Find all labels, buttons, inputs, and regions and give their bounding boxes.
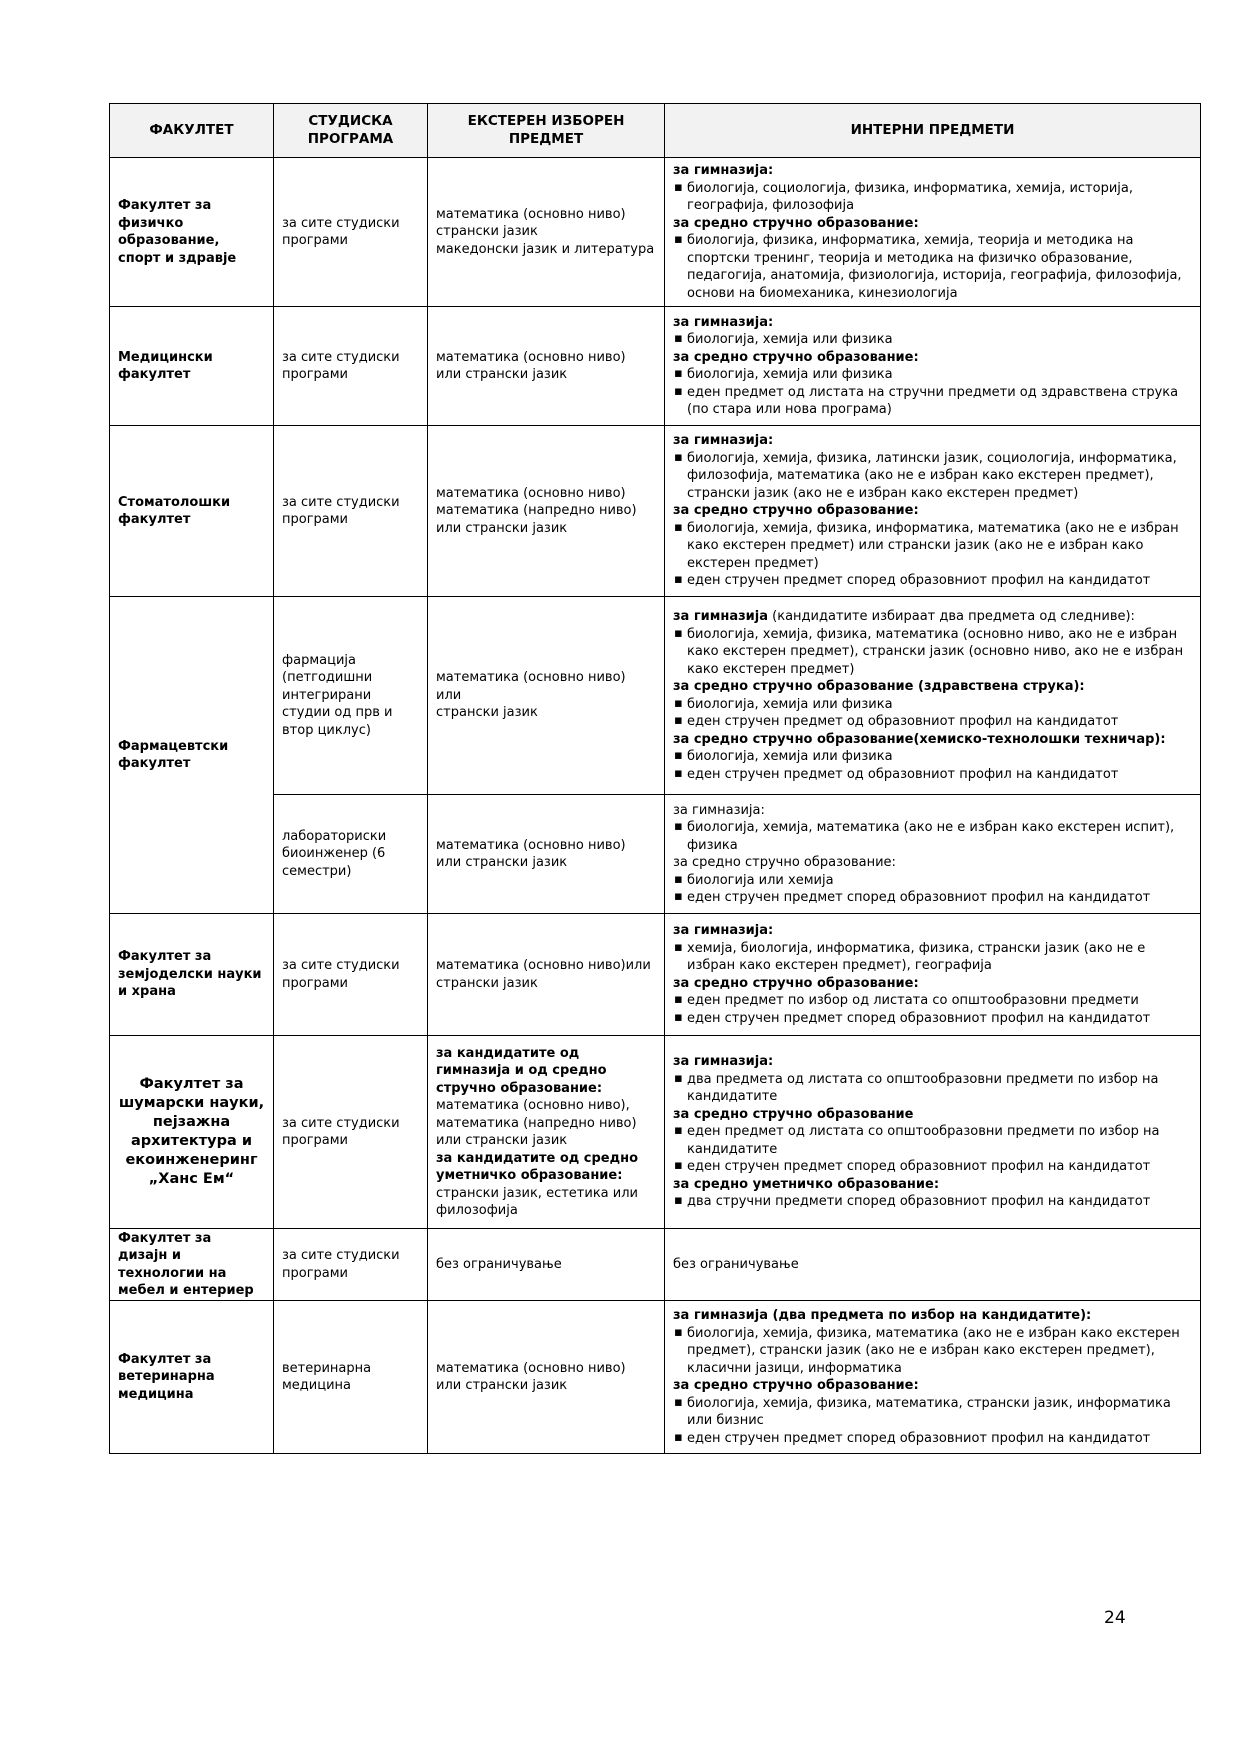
program-cell: фармација (петгодишни интегрирани студии од прв и втор циклус) [274,597,428,795]
faculty-cell: Медицински факултет [110,307,274,426]
table-row [110,1229,1201,1301]
program-cell: за сите студиски програми [274,158,428,307]
faculty-cell: Факултет за дизајн и технологии на мебел и ентериер [110,1229,274,1301]
external-subject-cell: математика (основно ниво) математика (напредно ниво) или странски јазик [428,426,665,597]
subject-text: странски јазик, естетика или филозофија [436,1185,638,1218]
subject-bullet-item: ▪ еден стручен предмет според образовниот профил на кандидатот [673,889,1192,907]
subject-bullet-item: ▪ еден предмет од листата со општообразовни предмети по избор на кандидатите [673,1123,1192,1158]
subject-bullet-item: ▪ биологија, хемија, математика (ако не е избран како екстерен испит), физика [673,819,1192,854]
program-cell: за сите студиски програми [274,914,428,1036]
education-type-heading: за средно стручно образование(хемиско-технолошки техничар): [673,731,1166,747]
faculty-cell: Факултет за физичко образование, спорт и здравје [110,158,274,307]
subject-bullet-item: ▪ еден стручен предмет според образовниот профил на кандидатот [673,1158,1192,1176]
subject-bullet-item: ▪ биологија, хемија или физика [673,366,1192,384]
program-cell: ветеринарна медицина [274,1301,428,1454]
education-type-heading: за средно стручно образование: [673,975,919,991]
program-cell: за сите студиски програми [274,1036,428,1229]
external-subject-cell: математика (основно ниво)или странски јазик [428,914,665,1036]
education-type-heading: за кандидатите од средно уметничко образование: [436,1150,639,1183]
page-number: 24 [1104,1608,1126,1628]
subject-bullet-item: ▪ биологија, хемија или физика [673,696,1192,714]
education-type-heading: за гимназија: [673,1054,774,1070]
table-row [110,597,1201,795]
faculty-cell: Факултет за земјоделски науки и храна [110,914,274,1036]
subject-bullet-item: ▪ еден стручен предмет според образовниот профил на кандидатот [673,572,1192,590]
internal-subjects-cell [665,1036,1201,1229]
internal-subjects-cell [665,307,1201,426]
external-subject-cell: математика (основно ниво) или странски јазик [428,597,665,795]
subject-bullet-item: ▪ биологија, хемија, физика, математика (основно ниво, ако не е избран како екстерен предмет), странски јазик (основно ниво, ако не е избран како екстерен предмет) [673,626,1192,679]
external-subject-cell [428,1036,665,1229]
subject-text: математика (основно ниво), математика (напредно ниво) или странски јазик [436,1098,637,1148]
faculty-cell: Факултет за шумарски науки, пејзажна архитектура и екоинженеринг „Ханс Ем“ [110,1036,274,1229]
external-subject-cell: математика (основно ниво) странски јазик македонски јазик и литература [428,158,665,307]
subject-bullet-item: ▪ еден предмет од листата на стручни предмети од здравствена струка (по стара или нова програма) [673,384,1192,419]
education-type-heading: за средно стручно образование: [673,1378,919,1393]
table-row [110,1036,1201,1229]
subject-bullet-item: ▪ биологија, хемија, физика, латински јазик, социологија, информатика, филозофија, математика (ако не е избран како екстерен предмет), странски јазик (ако не е избран како екстерен предмет) [673,450,1192,503]
education-type-heading: за средно уметничко образование: [673,1176,940,1192]
table-row [110,426,1201,597]
subject-bullet-item: ▪ еден стручен предмет од образовниот профил на кандидатот [673,713,1192,731]
subject-bullet-item: ▪ биологија, социологија, физика, информатика, хемија, историја, географија, филозофија [673,180,1192,215]
faculty-cell: Факултет за ветеринарна медицина [110,1301,274,1454]
external-subject-cell: математика (основно ниво) или странски јазик [428,1301,665,1454]
table-row [110,1301,1201,1454]
program-cell: за сите студиски програми [274,1229,428,1301]
subject-text: за гимназија: [673,802,765,818]
internal-subjects-cell [665,597,1201,795]
faculty-cell: Фармацевтски факултет [110,597,274,914]
table-row [110,914,1201,1036]
internal-subjects-cell [665,1229,1201,1301]
education-type-heading: за средно стручно образование: [673,349,919,365]
subject-bullet-item: ▪ два предмета од листата со општообразовни предмети по избор на кандидатите [673,1071,1192,1106]
external-subject-cell: математика (основно ниво) или странски јазик [428,307,665,426]
external-subject-cell: без ограничување [428,1229,665,1301]
subject-bullet-item: ▪ биологија, хемија или физика [673,331,1192,349]
subject-bullet-item: ▪ еден стручен предмет од образовниот профил на кандидатот [673,766,1192,784]
subject-bullet-item: ▪ биологија, физика, информатика, хемија, теорија и методика на спортски тренинг, теорија и методика на физичко образование, педагогија, анатомија, физиологија, историја, географија, филозофија, основи на биомеханика, кинезиологија [673,232,1192,302]
table-header-row [110,104,1201,158]
subject-text: за средно стручно образование: [673,855,896,870]
education-type-heading: за средно стручно образование: [673,503,919,519]
internal-subjects-cell [665,795,1201,914]
header-external-subject: ЕКСТЕРЕН ИЗБОРЕН ПРЕДМЕТ [428,104,665,158]
internal-subjects-cell [665,158,1201,307]
faculty-cell: Стоматолошки факултет [110,426,274,597]
internal-subjects-cell [665,914,1201,1036]
education-type-heading: за гимназија: [673,314,774,330]
subject-bullet-item: ▪ биологија, хемија, физика, математика (ако не е избран како екстерен предмет), странски јазик (ако не е избран како екстерен предмет), класични јазици, информатика [673,1325,1192,1378]
subject-bullet-item: ▪ биологија, хемија, физика, информатика, математика (ако не е избран како екстерен предмет) или странски јазик (ако не е избран како екстерен предмет) [673,520,1192,573]
subject-bullet-item: ▪ биологија, хемија, физика, математика, странски јазик, информатика или бизнис [673,1395,1192,1430]
header-faculty: ФАКУЛТЕТ [110,104,274,158]
education-type-heading: за средно стручно образование (здравствена струка): [673,679,1085,694]
header-program: СТУДИСКА ПРОГРАМА [274,104,428,158]
internal-subjects-cell [665,1301,1201,1454]
program-cell: за сите студиски програми [274,307,428,426]
subject-bullet-item: ▪ биологија или хемија [673,872,1192,890]
education-type-heading: за кандидатите од гимназија и од средно стручно образование: [436,1045,607,1096]
education-type-heading: за гимназија (два предмета по избор на кандидатите): [673,1308,1092,1323]
subject-text: без ограничување [673,1256,799,1272]
table-row [110,307,1201,426]
internal-subjects-cell [665,426,1201,597]
program-cell: лабораториски биоинженер (6 семестри) [274,795,428,914]
program-cell: за сите студиски програми [274,426,428,597]
subject-bullet-item: ▪ еден стручен предмет според образовниот профил на кандидатот [673,1430,1192,1448]
education-type-heading: за гимназија (кандидатите избираат два предмета од следниве): [673,609,1135,624]
education-type-heading: за гимназија: [673,163,774,178]
subject-bullet-item: ▪ два стручни предмети според образовниот профил на кандидатот [673,1193,1192,1211]
header-internal-subjects: ИНТЕРНИ ПРЕДМЕТИ [665,104,1201,158]
admissions-table [109,103,1201,1454]
subject-bullet-item: ▪ еден предмет по избор од листата со општообразовни предмети [673,992,1192,1010]
education-type-heading: за гимназија: [673,433,774,449]
table-row [110,795,1201,914]
subject-bullet-item: ▪ еден стручен предмет според образовниот профил на кандидатот [673,1010,1192,1028]
education-type-heading: за средно стручно образование [673,1106,914,1122]
subject-bullet-item: ▪ хемија, биологија, информатика, физика, странски јазик (ако не е избран како екстерен предмет), географија [673,940,1192,975]
subject-bullet-item: ▪ биологија, хемија или физика [673,748,1192,766]
education-type-heading: за гимназија: [673,923,774,938]
table-row [110,158,1201,307]
education-type-heading: за средно стручно образование: [673,215,919,231]
external-subject-cell: математика (основно ниво) или странски јазик [428,795,665,914]
